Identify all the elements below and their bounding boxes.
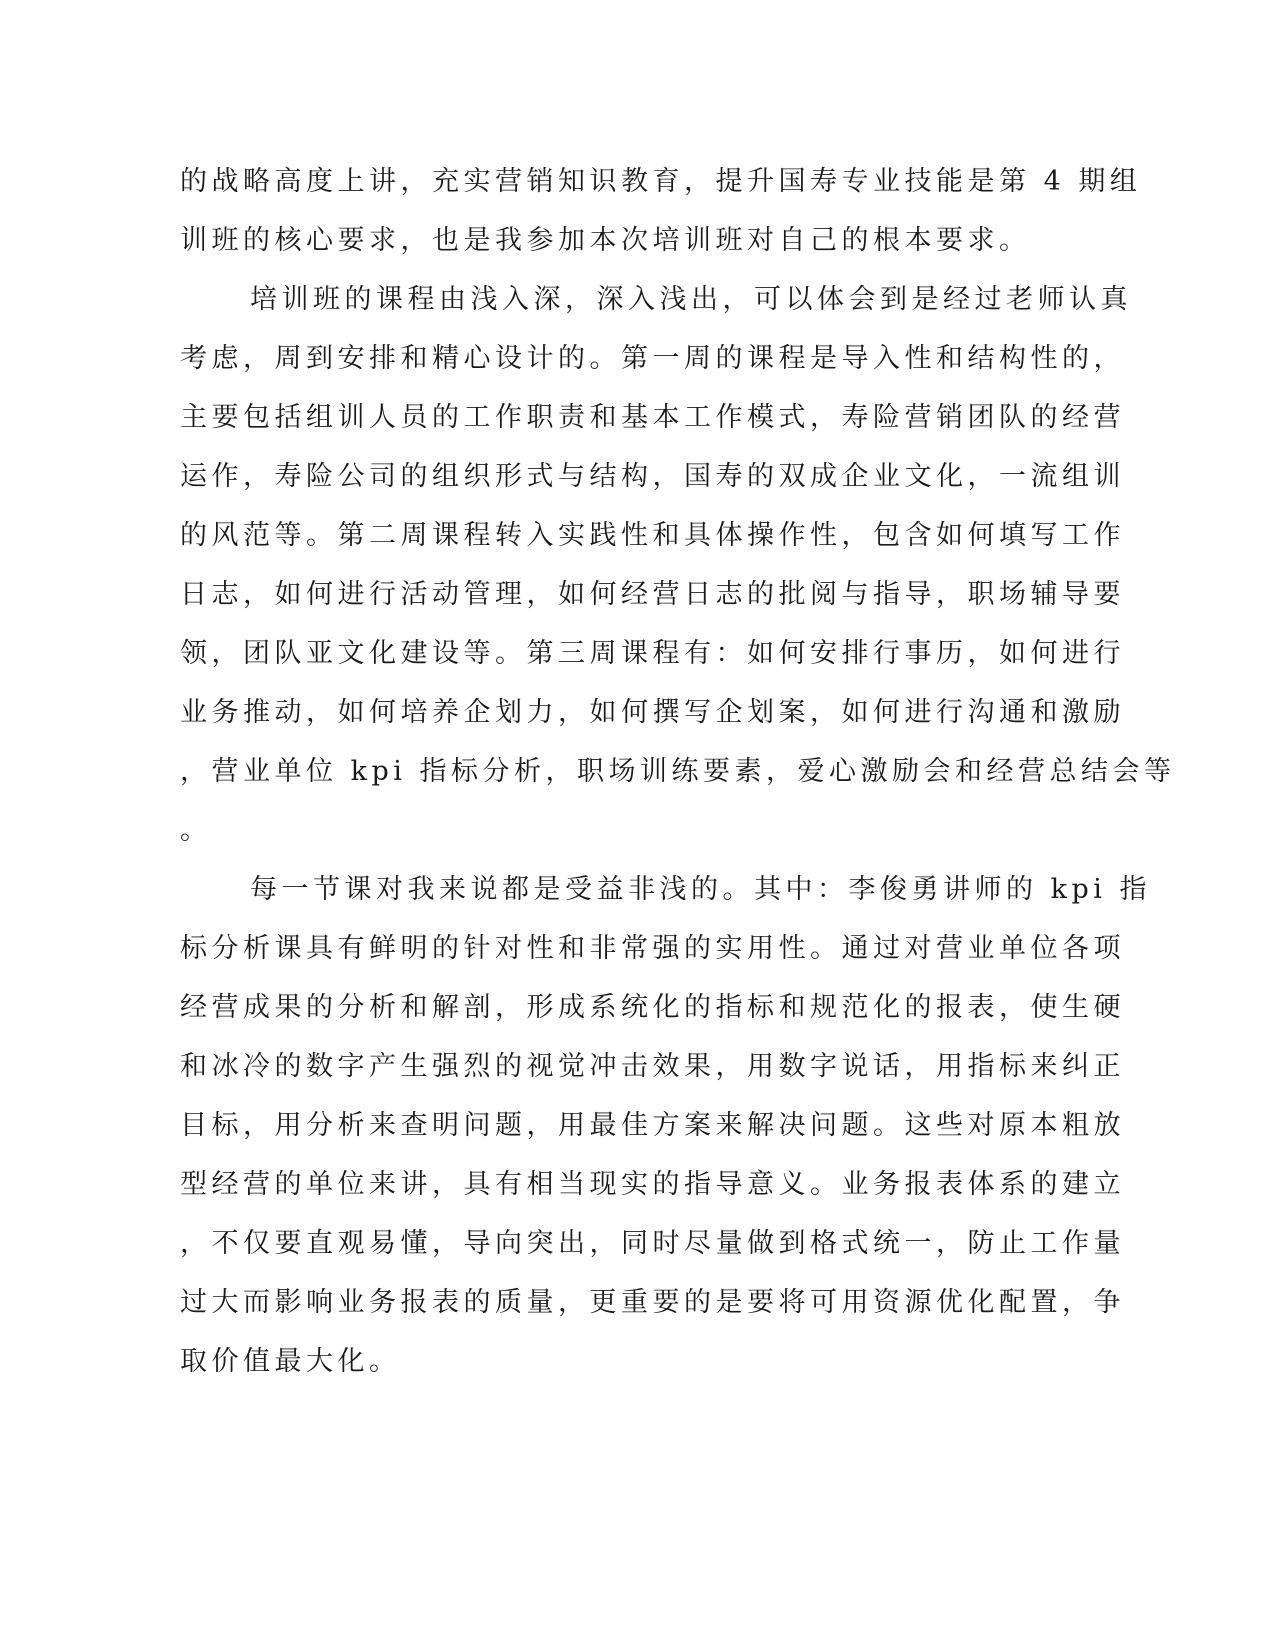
text-line-3: 培训班的课程由浅入深，深入浅出，可以体会到是经过老师认真 (250, 284, 1132, 315)
text-line-20: 过大而影响业务报表的质量，更重要的是要将可用资源优化配置，争 (180, 1287, 1125, 1318)
text-line-15: 经营成果的分析和解剖，形成系统化的指标和规范化的报表，使生硬 (180, 992, 1125, 1023)
text-line-17: 目标，用分析来查明问题，用最佳方案来解决问题。这些对原本粗放 (180, 1110, 1125, 1141)
text-line-13: 每一节课对我来说都是受益非浅的。其中：李俊勇讲师的 kpi 指 (250, 874, 1151, 905)
text-line-10: 业务推动，如何培养企划力，如何撰写企划案，如何进行沟通和激励 (180, 697, 1125, 728)
text-line-9: 领，团队亚文化建设等。第三周课程有：如何安排行事历，如何进行 (180, 638, 1125, 669)
text-line-7: 的风范等。第二周课程转入实践性和具体操作性，包含如何填写工作 (180, 520, 1125, 551)
text-line-1: 的战略高度上讲，充实营销知识教育，提升国寿专业技能是第 4 期组 (180, 166, 1142, 197)
text-line-8: 日志，如何进行活动管理，如何经营日志的批阅与指导，职场辅导要 (180, 579, 1125, 610)
text-line-11: ，营业单位 kpi 指标分析，职场训练要素，爱心激励会和经营总结会等 (180, 756, 1176, 787)
text-line-2: 训班的核心要求，也是我参加本次培训班对自己的根本要求。 (180, 225, 1031, 256)
text-line-14: 标分析课具有鲜明的针对性和非常强的实用性。通过对营业单位各项 (180, 933, 1125, 964)
text-line-19: ，不仅要直观易懂，导向突出，同时尽量做到格式统一，防止工作量 (180, 1228, 1125, 1259)
text-line-18: 型经营的单位来讲，具有相当现实的指导意义。业务报表体系的建立 (180, 1169, 1125, 1200)
text-line-16: 和冰冷的数字产生强烈的视觉冲击效果，用数字说话，用指标来纠正 (180, 1051, 1125, 1082)
text-line-6: 运作，寿险公司的组织形式与结构，国寿的双成企业文化，一流组训 (180, 461, 1125, 492)
text-line-12: 。 (180, 815, 212, 846)
text-line-4: 考虑，周到安排和精心设计的。第一周的课程是导入性和结构性的， (180, 343, 1125, 374)
text-line-5: 主要包括组训人员的工作职责和基本工作模式，寿险营销团队的经营 (180, 402, 1125, 433)
text-line-21: 取价值最大化。 (180, 1346, 401, 1377)
